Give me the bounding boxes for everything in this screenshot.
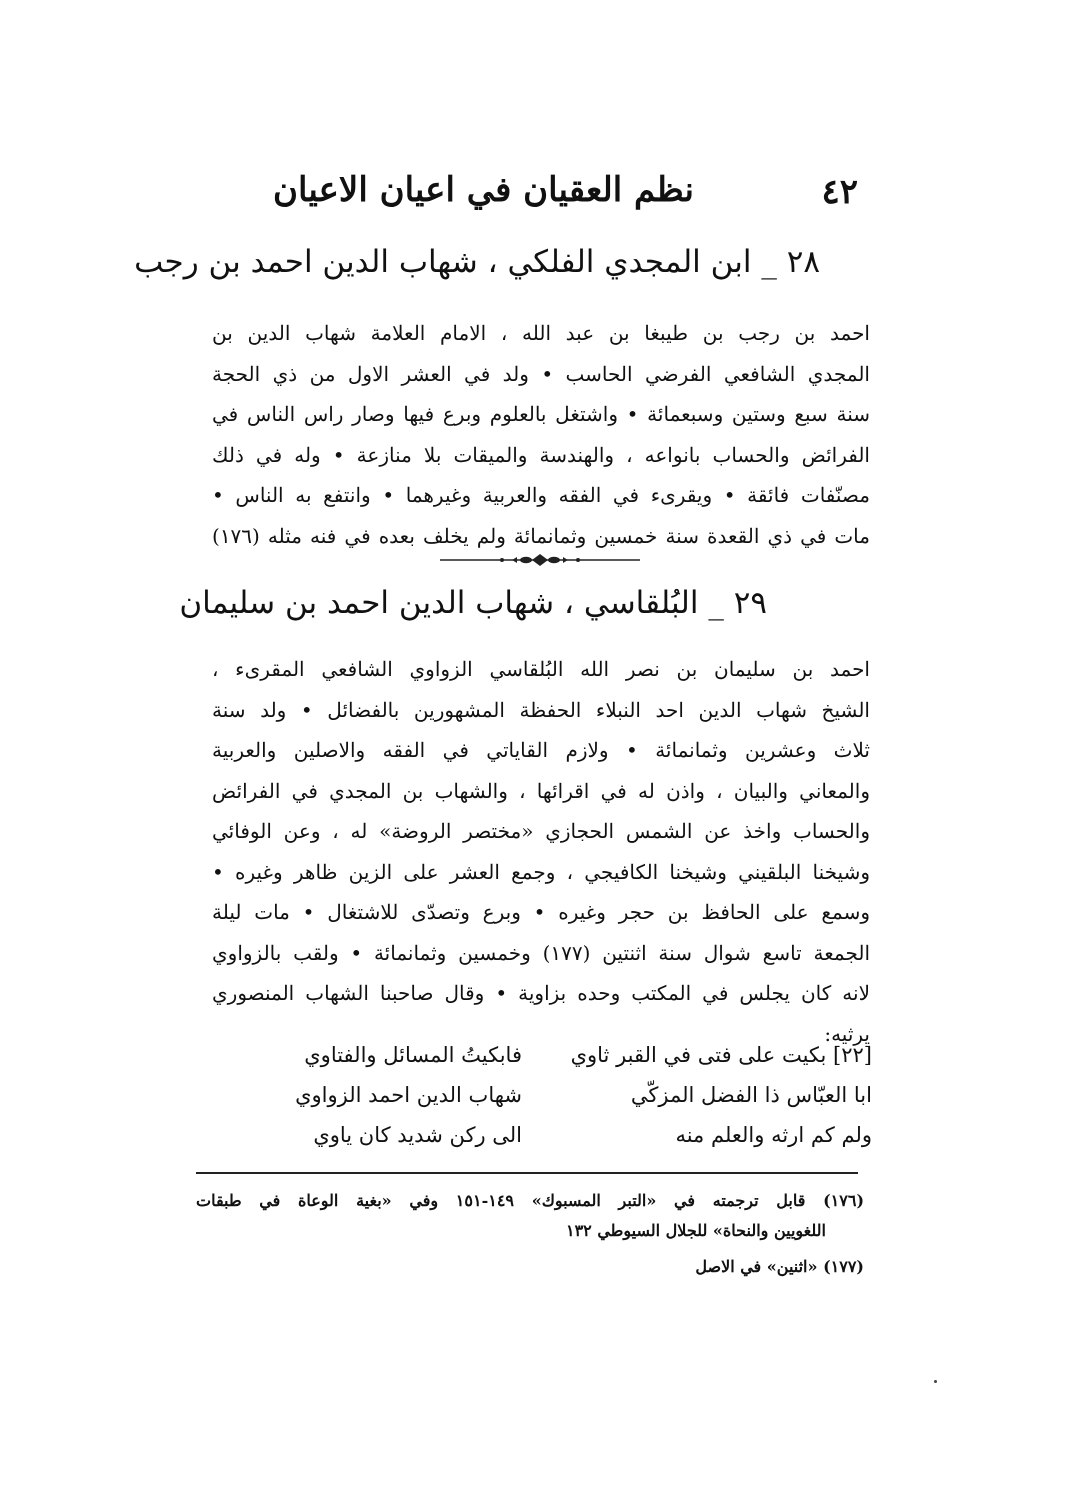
entry-heading-29: ٢٩ _ البُلقاسي ، شهاب الدين احمد بن سليمان	[179, 585, 767, 621]
footnote-177: (١٧٧) «اثنين» في الاصل	[695, 1257, 864, 1276]
text-line: سنة سبع وستين وسبعمائة • واشتغل بالعلوم وبرع فيها وصار راس الناس في	[212, 402, 870, 426]
text-line: احمد بن رجب بن طيبغا بن عبد الله ، الامام العلامة شهاب الدين بن	[212, 321, 870, 345]
poem-verse	[212, 1075, 872, 1115]
verse-first-hemistich: ولم كم ارثه والعلم منه	[675, 1123, 872, 1147]
running-head	[212, 162, 872, 222]
verse-second-hemistich: شهاب الدين احمد الزواوي	[295, 1083, 522, 1107]
poem-verse	[212, 1115, 872, 1155]
footnote-176-continued: اللغويين والنحاة» للجلال السيوطي ١٣٢	[565, 1221, 826, 1240]
text-line: والمعاني والبيان ، واذن له في اقرائها ، والشهاب بن المجدي في الفرائض	[212, 778, 870, 803]
text-line: وسمع على الحافظ بن حجر وغيره • وبرع وتصدّى للاشتغال • مات ليلة	[212, 900, 870, 924]
text-line: المجدي الشافعي الفرضي الحاسب • ولد في العشر الاول من ذي الحجة	[212, 361, 870, 386]
verse-second-hemistich: الى ركن شديد كان ياوي	[313, 1123, 522, 1147]
verse-first-hemistich: [٢٢] بكيت على فتى في القبر ثاوي	[570, 1043, 872, 1067]
verse-second-hemistich: فابكيتُ المسائل والفتاوي	[304, 1043, 522, 1067]
footnotes	[196, 1186, 864, 1282]
text-line: يرثيه:	[824, 1021, 870, 1046]
entry-body-29	[212, 649, 870, 1054]
text-line: الفرائض والحساب بانواعه ، والهندسة والميقات بلا منازعة • وله في ذلك	[212, 442, 870, 467]
text-line: الجمعة تاسع شوال سنة اثنتين (١٧٧) وخمسين وثمانمائة • ولقب بالزواوي	[212, 940, 870, 965]
entry-heading-28: ٢٨ _ ابن المجدي الفلكي ، شهاب الدين احمد بن رجب	[134, 244, 820, 280]
scan-speck	[934, 1380, 937, 1383]
footnote-176: (١٧٦) قابل ترجمته في «التبر المسبوك» ١٤٩-١٥١ وفي «بغية الوعاة في طبقات	[196, 1191, 864, 1210]
text-line: احمد بن سليمان بن نصر الله البُلقاسي الزواوي الشافعي المقرىء ،	[212, 657, 870, 681]
page-number: ٤٢	[821, 172, 858, 212]
text-line: ثلاث وعشرين وثمانمائة • ولازم القاياتي في الفقه والاصلين والعربية	[212, 738, 870, 762]
poem-verse	[212, 1035, 872, 1075]
entry-body-28	[212, 313, 870, 556]
footnote-divider	[196, 1172, 858, 1174]
text-line: مصنّفات فائقة • ويقرىء في الفقه والعربية وغيرهما • وانتفع به الناس •	[212, 483, 870, 507]
text-line: مات في ذي القعدة سنة خمسين وثمانمائة ولم يخلف بعده في فنه مثله (١٧٦)	[212, 523, 870, 548]
text-line: الشيخ شهاب الدين احد النبلاء الحفظة المشهورين بالفضائل • ولد سنة	[212, 697, 870, 722]
elegy-poem	[212, 1035, 872, 1155]
text-line: لانه كان يجلس في المكتب وحده بزاوية • وقال صاحبنا الشهاب المنصوري	[212, 981, 870, 1005]
book-title: نظم العقيان في اعيان الاعيان	[273, 170, 694, 210]
text-line: وشيخنا البلقيني وشيخنا الكافيجي ، وجمع العشر على الزين ظاهر وغيره •	[212, 859, 870, 884]
verse-first-hemistich: ابا العبّاس ذا الفضل المزكّي	[630, 1083, 872, 1107]
section-ornament	[440, 552, 640, 568]
text-line: والحساب واخذ عن الشمس الحجازي «مختصر الروضة» له ، وعن الوفائي	[212, 819, 870, 843]
